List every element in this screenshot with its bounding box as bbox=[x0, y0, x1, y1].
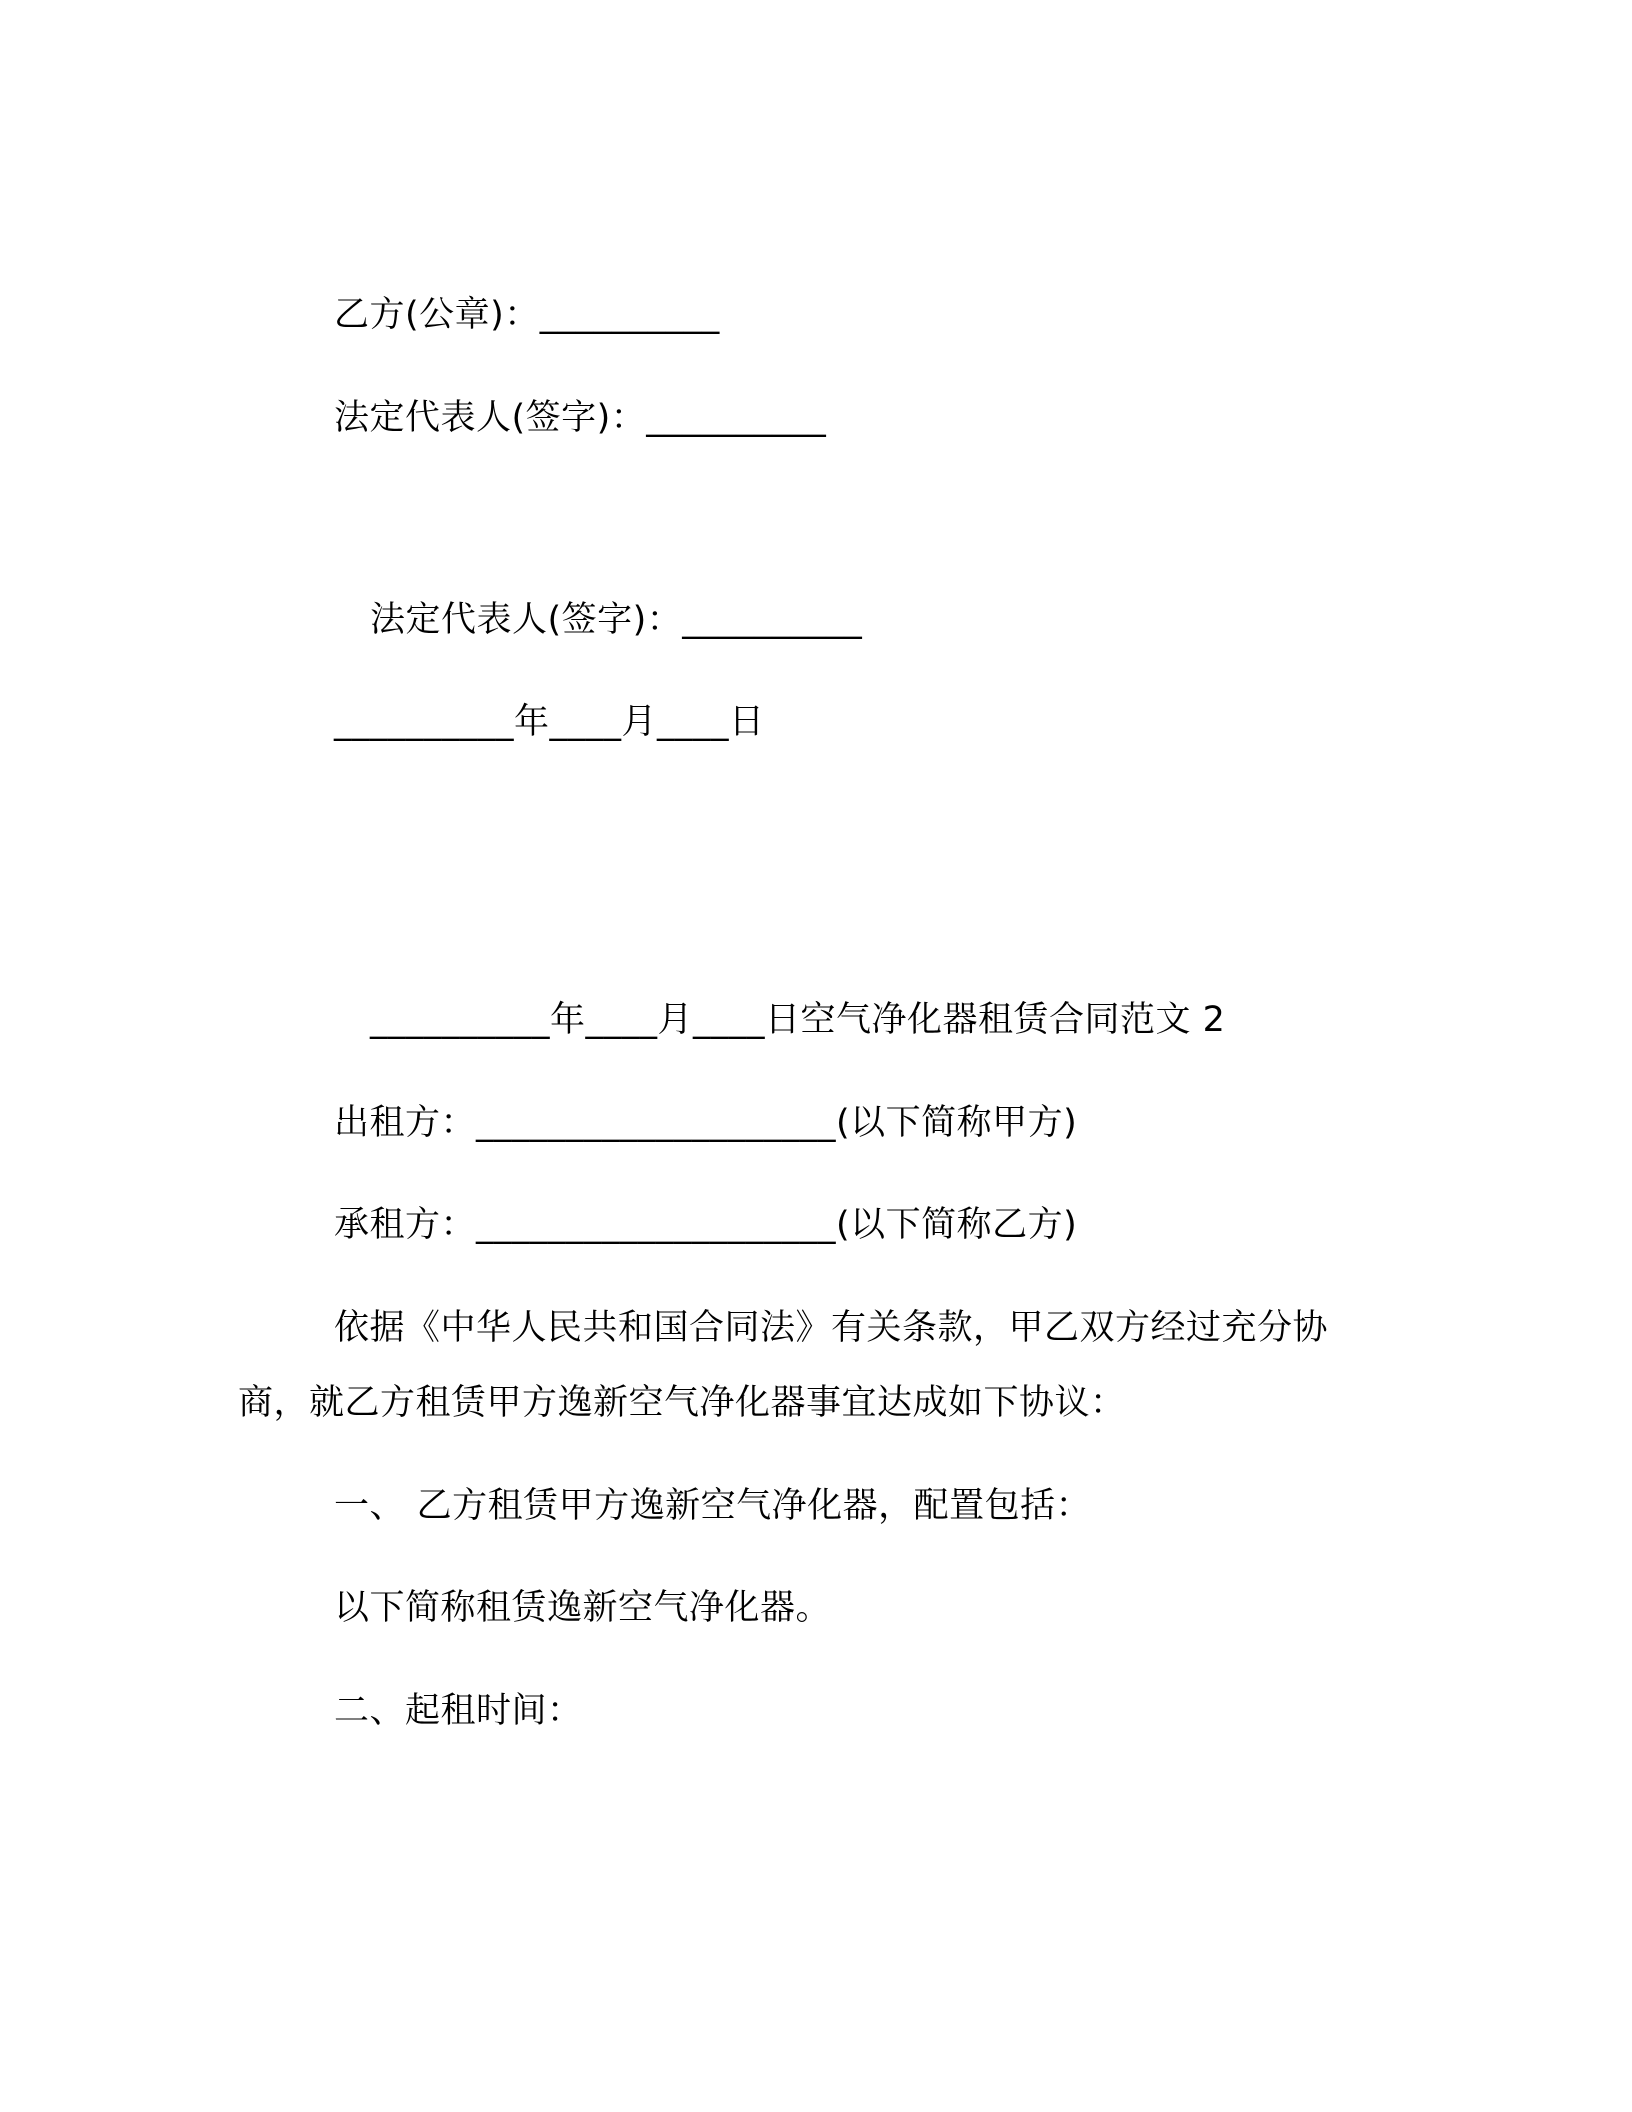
lessee-line: 承租方：____________________(以下简称乙方) bbox=[334, 1205, 1078, 1245]
clause-1-heading: 一、 乙方租赁甲方逸新空气净化器，配置包括： bbox=[334, 1486, 1092, 1526]
preamble-paragraph-line-2: 商，就乙方租赁甲方逸新空气净化器事宜达成如下协议： bbox=[238, 1383, 1126, 1423]
legal-representative-signature-line-2: 法定代表人(签字)：__________ bbox=[370, 600, 863, 640]
clause-1-note: 以下简称租赁逸新空气净化器。 bbox=[334, 1588, 832, 1628]
preamble-paragraph-line-1: 依据《中华人民共和国合同法》有关条款，甲乙双方经过充分协 bbox=[334, 1308, 1329, 1348]
party-b-seal-line: 乙方(公章)：__________ bbox=[334, 295, 720, 335]
clause-2-heading: 二、起租时间： bbox=[334, 1691, 583, 1731]
date-line: __________年____月____日 bbox=[334, 702, 765, 742]
lessor-line: 出租方：____________________(以下简称甲方) bbox=[334, 1103, 1078, 1143]
legal-representative-signature-line: 法定代表人(签字)：__________ bbox=[334, 398, 827, 438]
contract-title: __________年____月____日空气净化器租赁合同范文 2 bbox=[370, 1000, 1226, 1040]
